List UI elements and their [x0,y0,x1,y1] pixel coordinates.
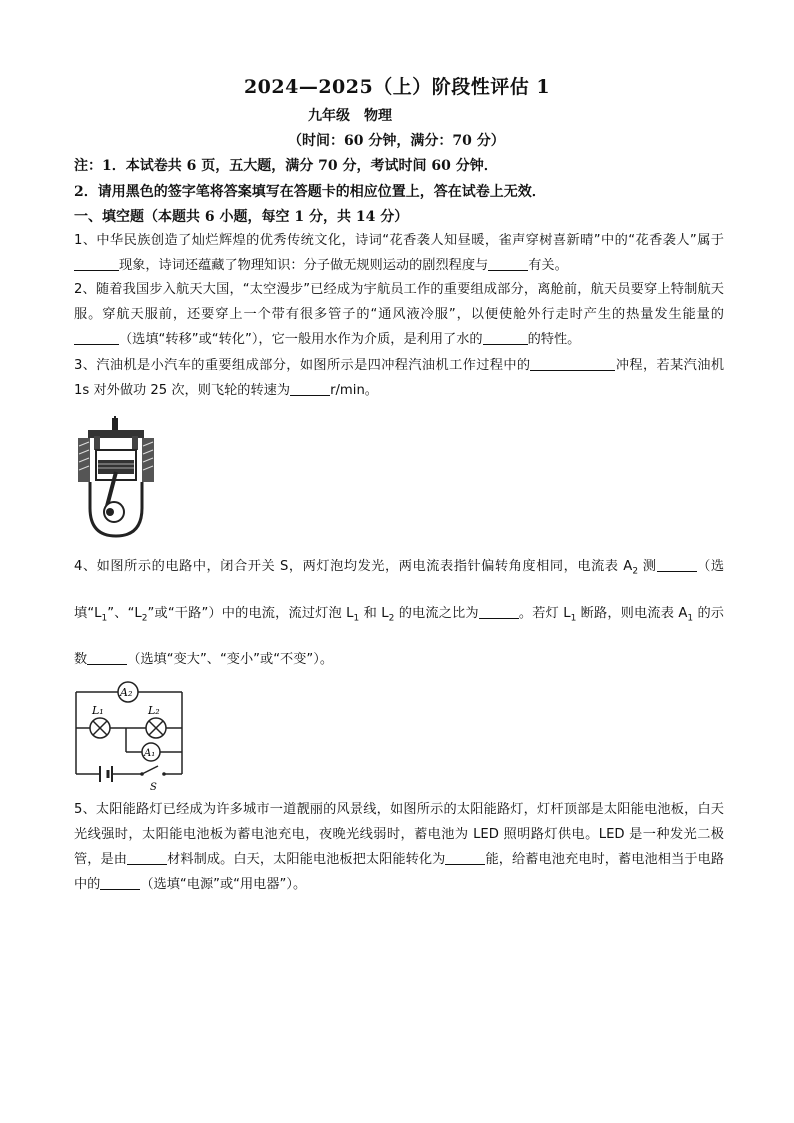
q3-text-3: r/min。 [330,383,378,398]
circuit-diagram [72,680,192,793]
answer-blank[interactable] [445,850,485,865]
q5-text-3: 能，给蓄电池充电时，蓄电池相当于电路中的 [74,852,725,892]
q4-text: 断路，则电流表 A [576,605,688,621]
q2-text-1: 2、随着我国步入航天大国，“太空漫步”已经成为宇航员工作的重要组成部分，离舱前，航天员要穿上特制航天服。穿航天服前，还要穿上一个带有很多管子的“通风液冷服”，以便使舱外行走时产生的热量发生能量的 [74,282,724,322]
q1-text-1: 1、中华民族创造了灿烂辉煌的优秀传统文化，诗词“花香袭人知昼暖，雀声穿树喜新晴”中的“花香袭人”属于 [74,233,724,248]
answer-blank[interactable] [290,381,330,396]
q4-subscript: 1 [353,613,360,624]
a2-label: A₂ [120,686,133,699]
exam-time-info: （时间：60 分钟，满分：70 分） [288,133,505,149]
question-3 [74,353,724,403]
q4-text: （选填“变大”、“变小”或“不变”）。 [127,652,334,668]
q1-text-2: 现象，诗词还蕴藏了物理知识：分子做无规则运动的剧烈程度与 [119,258,489,273]
engine-diagram [74,416,158,540]
q4-text: ”、“L [107,605,142,621]
q4-subscript: 2 [632,566,639,577]
q1-text-3: 有关。 [528,258,568,273]
q4-subscript: 1 [570,613,577,624]
a1-label: A₁ [144,748,156,759]
q5-text-2: 材料制成。白天，太阳能电池板把太阳能转化为 [167,852,446,867]
switch-label: S [150,782,157,793]
answer-blank[interactable] [74,330,119,345]
question-1 [74,228,724,278]
exam-title: 2024—2025（上）阶段性评估 1 [243,76,551,98]
answer-blank[interactable] [657,557,697,572]
answer-blank[interactable] [87,650,127,665]
q4-text: 和 L [359,605,389,621]
question-2 [74,277,724,352]
q4-subscript: 1 [687,613,694,624]
q4-text: 测 [638,559,657,574]
question-4 [74,546,724,681]
q4-subscript: 2 [141,613,148,624]
question-5 [74,797,724,897]
q4-text: 。若灯 L [518,605,571,621]
exam-subtitle: 九年级 物理 [308,108,392,124]
answer-blank[interactable] [483,330,528,345]
answer-blank[interactable] [74,256,119,271]
section-heading: 一、填空题（本题共 6 小题，每空 1 分，共 14 分） [74,209,409,225]
q3-text-1: 3、汽油机是小汽车的重要组成部分，如图所示是四冲程汽油机工作过程中的 [74,358,531,373]
note-2: 2．请用黑色的签字笔将答案填写在答题卡的相应位置上，答在试卷上无效． [74,184,546,200]
answer-blank[interactable] [127,850,167,865]
answer-blank[interactable] [488,256,528,271]
q4-subscript: 1 [101,613,108,624]
q4-text: ”或“干路”）中的电流，流过灯泡 L [147,605,354,621]
q3-text-2: 冲程，若某汽油机 1s 对外做功 25 次，则飞轮的转速为 [74,358,725,398]
note-1: 注：1．本试卷共 6 页，五大题，满分 70 分，考试时间 60 分钟． [74,158,498,174]
q2-text-3: 的特性。 [527,332,581,347]
l2-label: L₂ [148,704,160,717]
q4-text: （选填“L [74,559,725,621]
q4-text: 的电流之比为 [394,605,479,621]
q4-text: 的示数 [74,605,724,668]
q4-subscript: 2 [388,613,395,624]
q2-text-2: （选填“转移”或“转化”），它一般用水作为介质，是利用了水的 [119,332,483,347]
q4-text: 4、如图所示的电路中，闭合开关 S，两灯泡均发光，两电流表指针偏转角度相同，电流表 A [74,559,633,574]
q5-text-1: 5、太阳能路灯已经成为许多城市一道靓丽的风景线，如图所示的太阳能路灯，灯杆顶部是太阳能电池板，白天光线强时，太阳能电池板为蓄电池充电，夜晚光线弱时，蓄电池为 LED 照明路灯供电。LED 是一种发光二极管，是由 [74,802,724,867]
answer-blank[interactable] [479,604,519,619]
answer-blank[interactable] [100,875,140,890]
l1-label: L₁ [92,704,104,717]
answer-blank[interactable] [530,356,615,371]
q5-text-4: （选填“电源”或“用电器”）。 [140,877,307,892]
